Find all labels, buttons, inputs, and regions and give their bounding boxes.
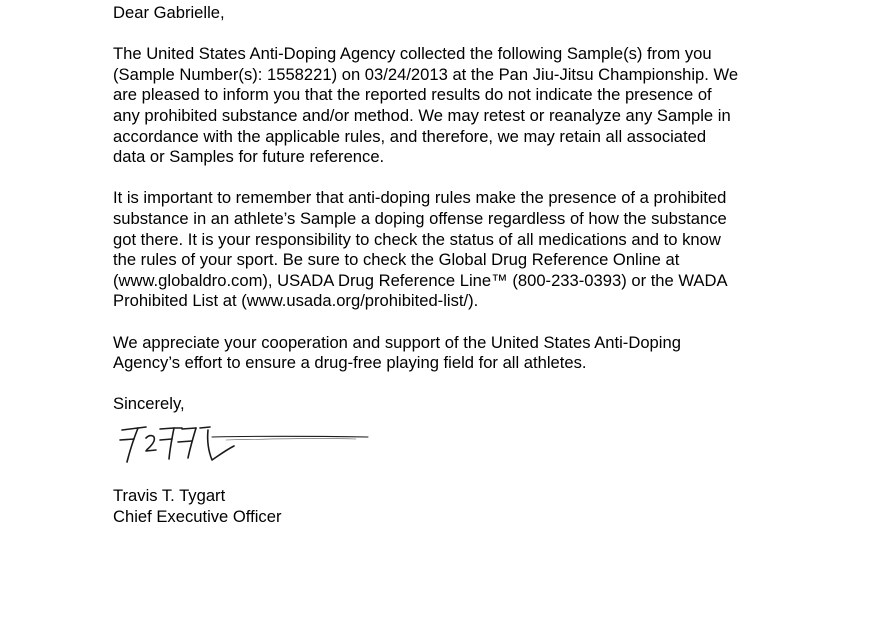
paragraph-spacer (113, 168, 833, 189)
paragraph-line: data or Samples for future reference. (113, 147, 385, 167)
paragraph-line: got there. It is your responsibility to check the status of all medications and to know (113, 229, 721, 249)
signature-image (116, 416, 376, 472)
signer-block (113, 486, 281, 527)
signer-title: Chief Executive Officer (113, 506, 282, 526)
paragraph-line: accordance with the applicable rules, and therefore, we may retain all associated (113, 126, 707, 146)
paragraph-line: Agency’s effort to ensure a drug-free playing field for all athletes. (113, 353, 587, 373)
paragraph-anti-doping-rules (113, 188, 833, 312)
paragraph-appreciation (113, 333, 833, 374)
paragraph-spacer (113, 24, 833, 45)
signer-name: Travis T. Tygart (113, 486, 226, 505)
closing: Sincerely, (113, 394, 185, 414)
signature-scribble (116, 416, 376, 472)
salutation: Dear Gabrielle, (113, 3, 225, 22)
paragraph-line: the rules of your sport. Be sure to check the Global Drug Reference Online at (113, 250, 680, 270)
paragraph-line: (Sample Number(s): 1558221) on 03/24/2013 at the Pan Jiu-Jitsu Championship. We (113, 64, 739, 84)
paragraph-line: We appreciate your cooperation and support of the United States Anti-Doping (113, 332, 681, 352)
paragraph-line: It is important to remember that anti-doping rules make the presence of a prohibited (113, 188, 727, 208)
letter-body (113, 3, 833, 415)
paragraph-line: any prohibited substance and/or method. We may retest or reanalyze any Sample in (113, 105, 731, 125)
paragraph-line: substance in an athlete’s Sample a doping offense regardless of how the substance (113, 208, 727, 228)
paragraph-sample-results (113, 44, 833, 168)
paragraph-spacer (113, 374, 833, 395)
paragraph-line: are pleased to inform you that the reported results do not indicate the presence of (113, 85, 712, 105)
paragraph-line: The United States Anti-Doping Agency collected the following Sample(s) from you (113, 44, 712, 64)
paragraph-spacer (113, 312, 833, 333)
paragraph-line: (www.globaldro.com), USADA Drug Reference Line™ (800-233-0393) or the WADA (113, 270, 728, 290)
paragraph-line: Prohibited List at (www.usada.org/prohibited-list/). (113, 291, 479, 311)
